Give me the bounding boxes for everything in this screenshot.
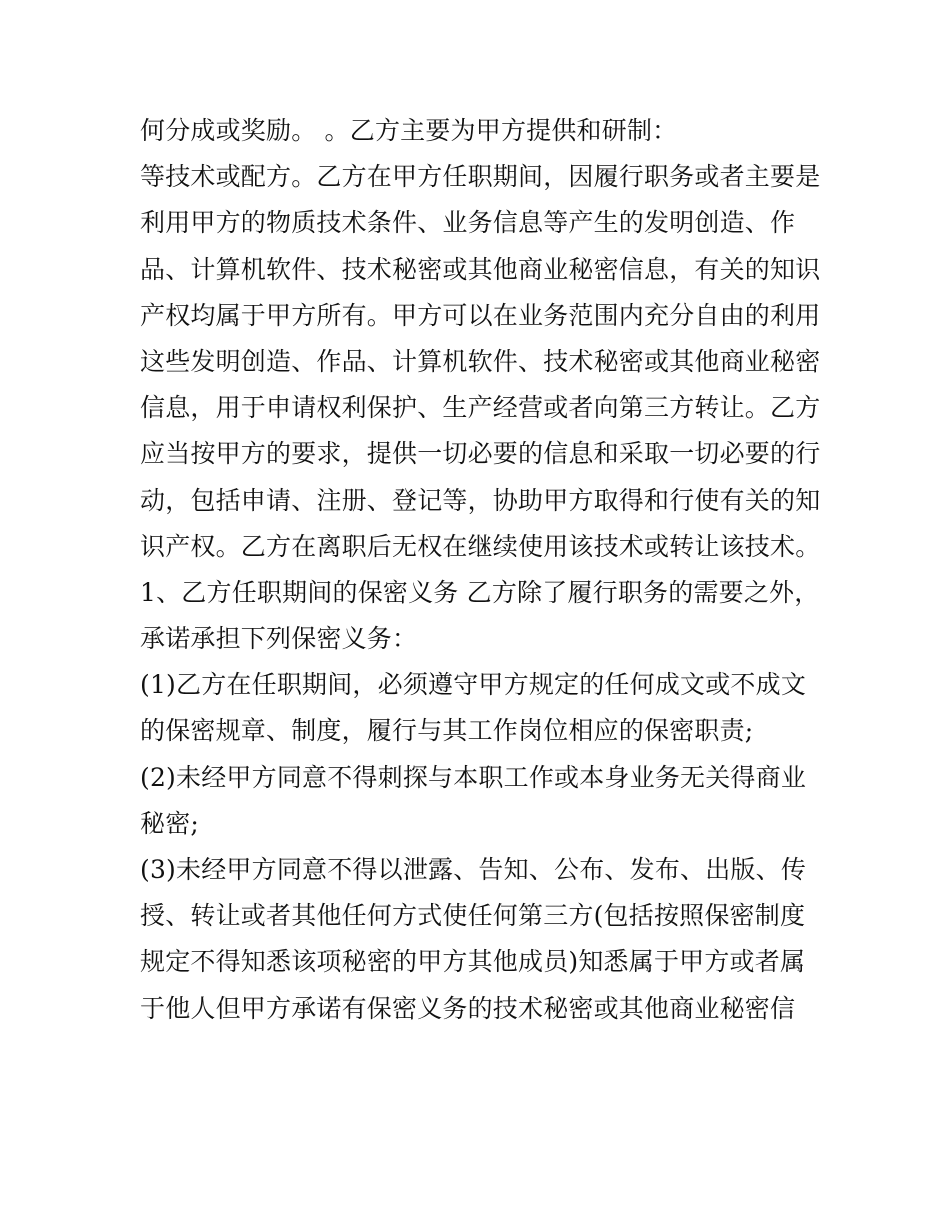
text-line: 动，包括申请、注册、登记等，协助甲方取得和行使有关的知 (140, 485, 821, 515)
text-line: 这些发明创造、作品、计算机软件、技术秘密或其他商业秘密 (140, 346, 821, 376)
document-body (140, 108, 820, 1032)
text-line: 品、计算机软件、技术秘密或其他商业秘密信息，有关的知识 (140, 254, 821, 284)
text-line: (3)未经甲方同意不得以泄露、告知、公布、发布、出版、传 (140, 855, 807, 884)
text-line: 1、乙方任职期间的保密义务 乙方除了履行职务的需要之外， (140, 577, 820, 607)
text-line: 的保密规章、制度，履行与其工作岗位相应的保密职责; (140, 716, 754, 746)
text-line: (1)乙方在任职期间，必须遵守甲方规定的任何成文或不成文 (140, 670, 807, 700)
text-line: 授、转让或者其他任何方式使任何第三方(包括按照保密制度 (140, 901, 806, 931)
text-line: 识产权。乙方在离职后无权在继续使用该技术或转让该技术。 (140, 531, 821, 561)
text-line: 于他人但甲方承诺有保密义务的技术秘密或其他商业秘密信 (140, 993, 796, 1023)
text-line: 等技术或配方。乙方在甲方任职期间，因履行职务或者主要是 (140, 162, 821, 192)
text-line: 秘密; (140, 808, 200, 838)
text-line: 信息，用于申请权利保护、生产经营或者向第三方转让。乙方 (140, 393, 821, 423)
text-line: 承诺承担下列保密义务： (140, 624, 418, 654)
text-line: 规定不得知悉该项秘密的甲方其他成员)知悉属于甲方或者属 (140, 947, 806, 977)
text-line: 利用甲方的物质技术条件、业务信息等产生的发明创造、作 (140, 208, 796, 238)
text-line: (2)未经甲方同意不得刺探与本职工作或本身业务无关得商业 (140, 762, 807, 792)
text-line: 产权均属于甲方所有。甲方可以在业务范围内充分自由的利用 (140, 300, 821, 330)
text-line: 应当按甲方的要求，提供一切必要的信息和采取一切必要的行 (140, 439, 821, 469)
text-line: 何分成或奖励。 。乙方主要为甲方提供和研制： (140, 116, 678, 145)
